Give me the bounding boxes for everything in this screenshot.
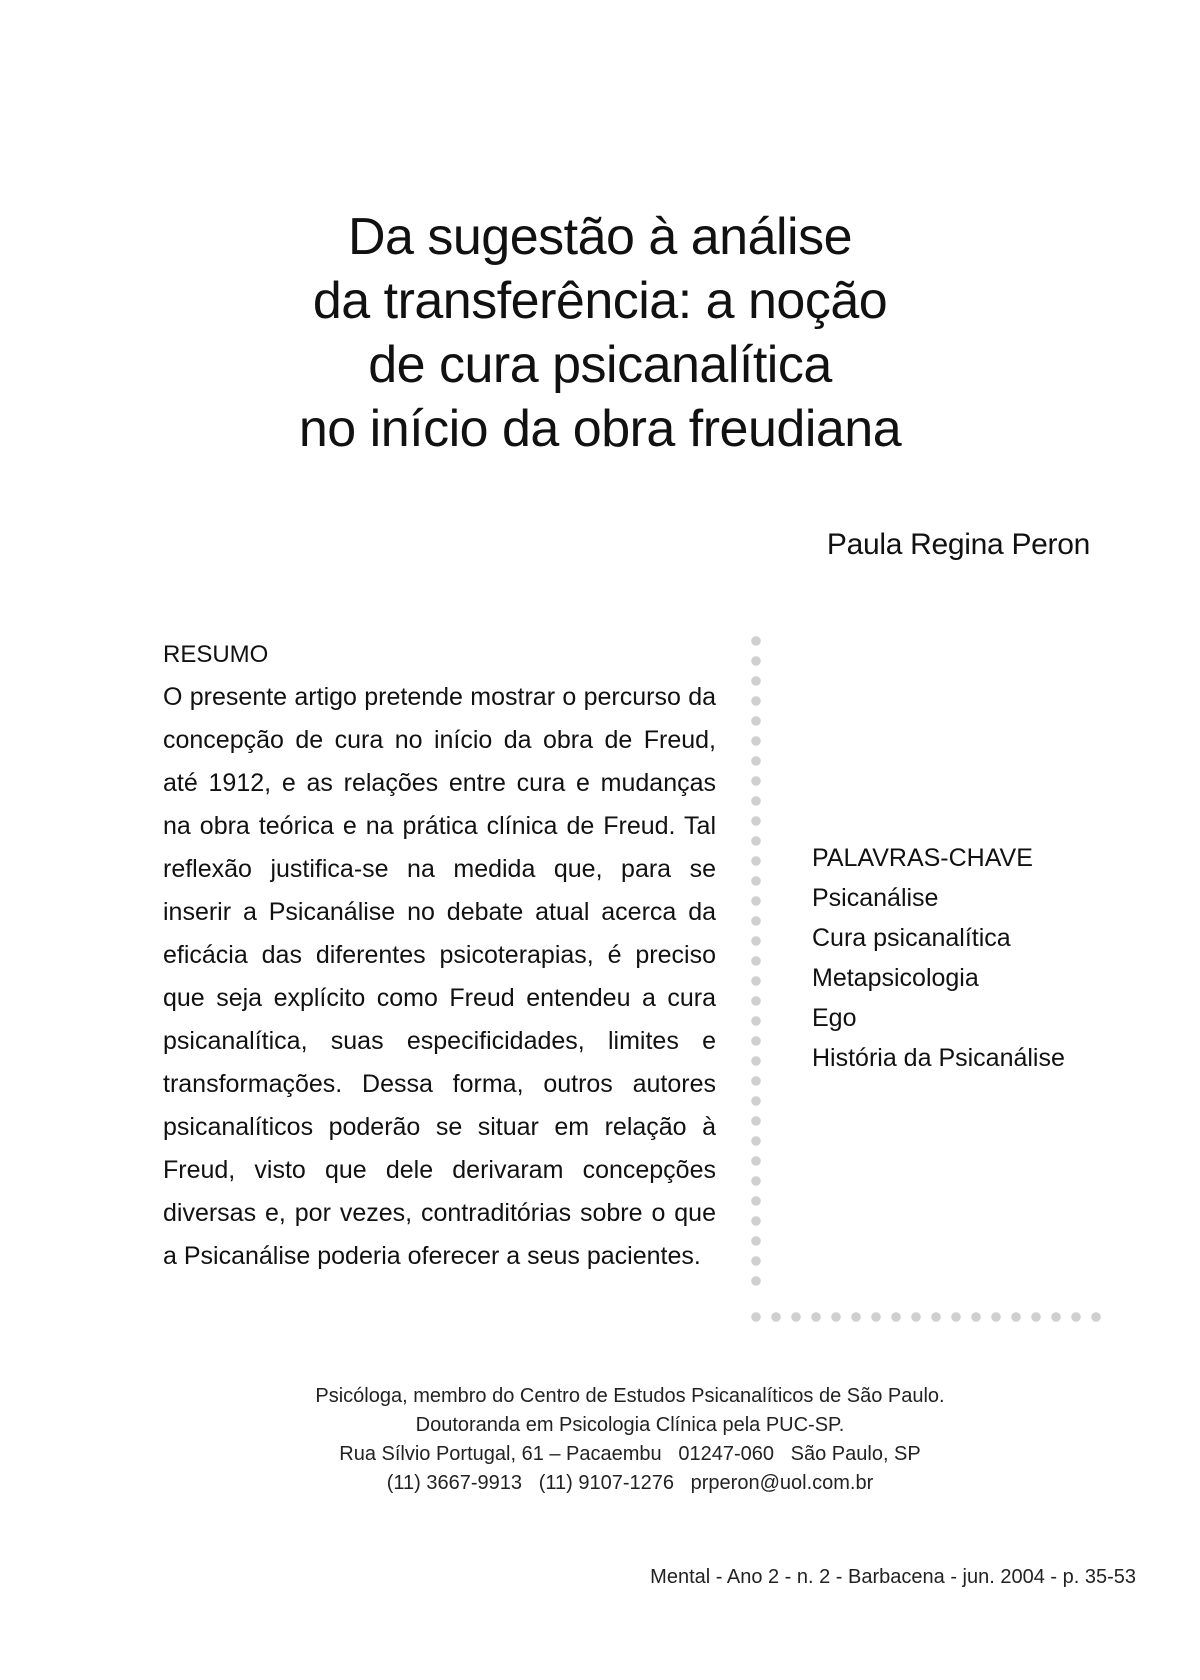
title-line: no início da obra freudiana	[298, 400, 902, 458]
article-title	[0, 205, 1200, 461]
keywords-label: PALAVRAS-CHAVE	[812, 844, 1033, 872]
affiliation-line: Doutoranda em Psicologia Clínica pela PUC-SP.	[415, 1414, 845, 1436]
title-line: de cura psicanalítica	[368, 336, 832, 394]
dotted-divider-vertical	[751, 636, 761, 1296]
keyword-item: Psicanálise	[812, 884, 939, 912]
author-affiliation	[0, 1382, 1200, 1498]
affiliation-line: Rua Sílvio Portugal, 61 – Pacaembu 01247-060 São Paulo, SP	[339, 1443, 921, 1465]
journal-footer: Mental - Ano 2 - n. 2 - Barbacena - jun. 2004 - p. 35-53	[650, 1566, 1136, 1588]
keywords-list	[812, 878, 1065, 1078]
author-name: Paula Regina Peron	[826, 528, 1090, 561]
keyword-item: Cura psicanalítica	[812, 924, 1011, 952]
keyword-item: Ego	[812, 1004, 857, 1032]
title-line: Da sugestão à análise	[347, 208, 853, 266]
abstract-section	[163, 640, 716, 1278]
title-line: da transferência: a noção	[312, 272, 888, 330]
dotted-divider-horizontal	[751, 1312, 1101, 1322]
keywords-section	[812, 838, 1065, 1078]
affiliation-line: Psicóloga, membro do Centro de Estudos Psicanalíticos de São Paulo.	[315, 1385, 945, 1407]
abstract-text: O presente artigo pretende mostrar o percurso da concepção de cura no início da obra de Freud, até 1912, e as relações entre cura e mudanças na obra teórica e na prática clínica de Freud. Tal reflexão justifica-se na medida que, para se inserir a Psicanálise no debate atual acerca da eficácia das diferentes psicoterapias, é preciso que seja explícito como Freud entendeu a cura psicanalítica, suas especificidades, limites e transformações. Dessa forma, outros autores psicanalíticos poderão se situar em relação à Freud, visto que dele derivaram concepções diversas e, por vezes, contraditórias sobre o que a Psicanálise poderia oferecer a seus pacientes.	[163, 683, 716, 1270]
keyword-item: Metapsicologia	[812, 964, 979, 992]
affiliation-line: (11) 3667-9913 (11) 9107-1276 prperon@uol.com.br	[386, 1472, 874, 1494]
keyword-item: História da Psicanálise	[812, 1044, 1065, 1072]
abstract-label: RESUMO	[163, 641, 269, 668]
